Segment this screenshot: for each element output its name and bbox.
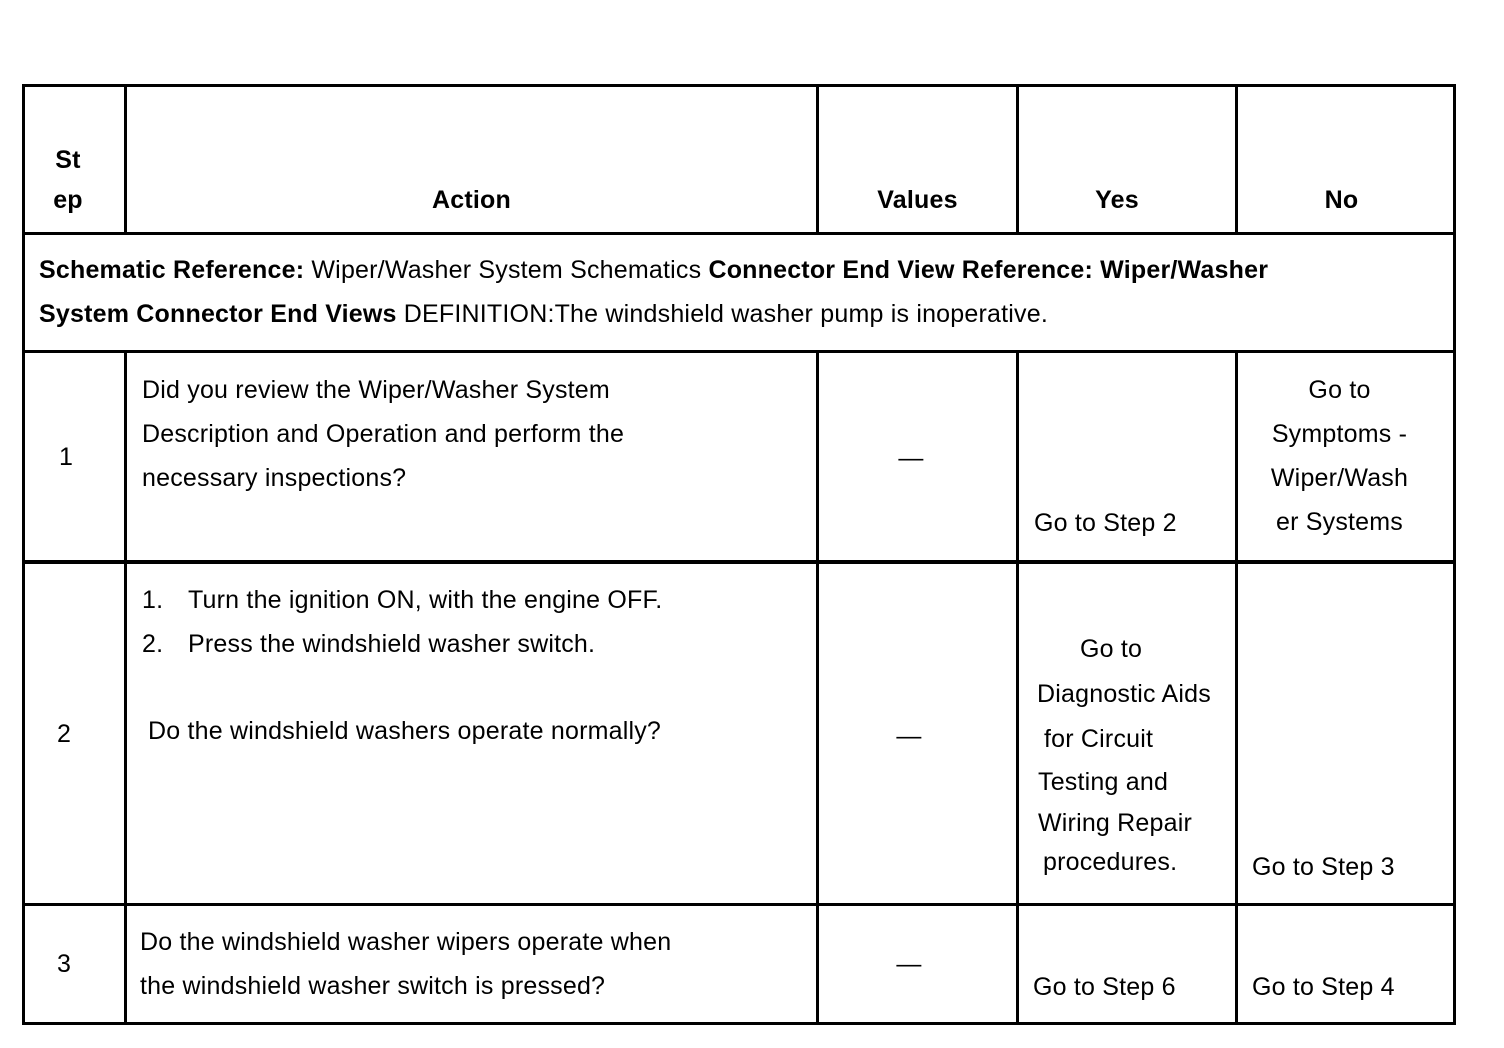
step-1-action-line: Did you review the Wiper/Washer System [142,376,610,404]
header-step-line1: St [55,146,81,174]
row1-divider [22,560,1456,564]
step-2-action [142,578,802,666]
step-1-no-line: Go to [1308,376,1371,404]
schematic-reference-label: Schematic Reference: [39,256,305,284]
header-step-line2: ep [53,186,83,214]
step-2-yes-line: Testing and [1038,768,1169,796]
row2-divider [22,903,1456,906]
step-1-action-line: necessary inspections? [142,464,407,492]
header-no: No [1324,186,1359,214]
schematic-reference-text: Wiper/Washer System Schematics [311,256,702,284]
header-yes: Yes [1095,186,1139,214]
step-3-action [140,920,810,1008]
header-divider [22,232,1456,235]
step-1-no-line: er Systems [1275,508,1404,536]
definition-text: DEFINITION:The windshield washer pump is inoperative. [403,300,1048,328]
step-1-yes: Go to Step 2 [1034,509,1177,537]
step-2-yes-line: Diagnostic Aids [1037,680,1211,708]
step-2-yes-line: procedures. [1043,848,1178,876]
step-2-number: 2 [56,720,72,748]
step-2-list-text: Press the windshield washer switch. [188,630,596,658]
step-2-yes-line: Go to [1080,635,1143,663]
step-1-values: — [898,444,924,472]
step-2-list-number: 2. [142,630,164,658]
header-action: Action [432,186,511,214]
step-3-action-line: Do the windshield washer wipers operate when [140,928,672,956]
step-3-number: 3 [56,950,72,978]
step-3-values: — [896,950,922,978]
table-border-right [1453,84,1456,1025]
diagnostic-table [22,84,1456,1026]
step-2-question: Do the windshield washers operate normally? [148,717,662,745]
reference-text [39,248,1439,336]
step-1-no-line: Wiper/Wash [1270,464,1409,492]
header-step [25,140,111,220]
connector-reference-label-1: Connector End View Reference: Wiper/Washer [708,256,1269,284]
step-3-yes: Go to Step 6 [1033,973,1176,1001]
step-1-number: 1 [58,443,74,471]
connector-reference-label-2: System Connector End Views [39,300,397,328]
step-1-no-line: Symptoms - [1271,420,1408,448]
step-2-list-number: 1. [142,586,164,614]
step-2-list-text: Turn the ignition ON, with the engine OFF. [188,586,663,614]
col-divider-step-body [124,352,127,1025]
table-border-top [22,84,1456,87]
step-1-action-line: Description and Operation and perform the [142,420,625,448]
step-3-no: Go to Step 4 [1252,973,1395,1001]
step-3-action-line: the windshield washer switch is pressed? [140,972,606,1000]
step-2-list-item [142,578,802,622]
reference-divider [22,350,1456,353]
table-border-left [22,84,25,1025]
step-2-yes [1034,627,1234,880]
header-values: Values [877,186,958,214]
step-1-no [1238,368,1441,544]
step-2-list-item [142,622,802,666]
table-border-bottom [22,1022,1456,1025]
step-1-action [142,368,802,500]
step-2-no: Go to Step 3 [1252,853,1395,881]
step-2-yes-line: for Circuit [1044,725,1154,753]
step-2-values: — [896,722,922,750]
col-divider-values-body [1016,352,1019,1025]
step-2-yes-line: Wiring Repair [1038,809,1193,837]
